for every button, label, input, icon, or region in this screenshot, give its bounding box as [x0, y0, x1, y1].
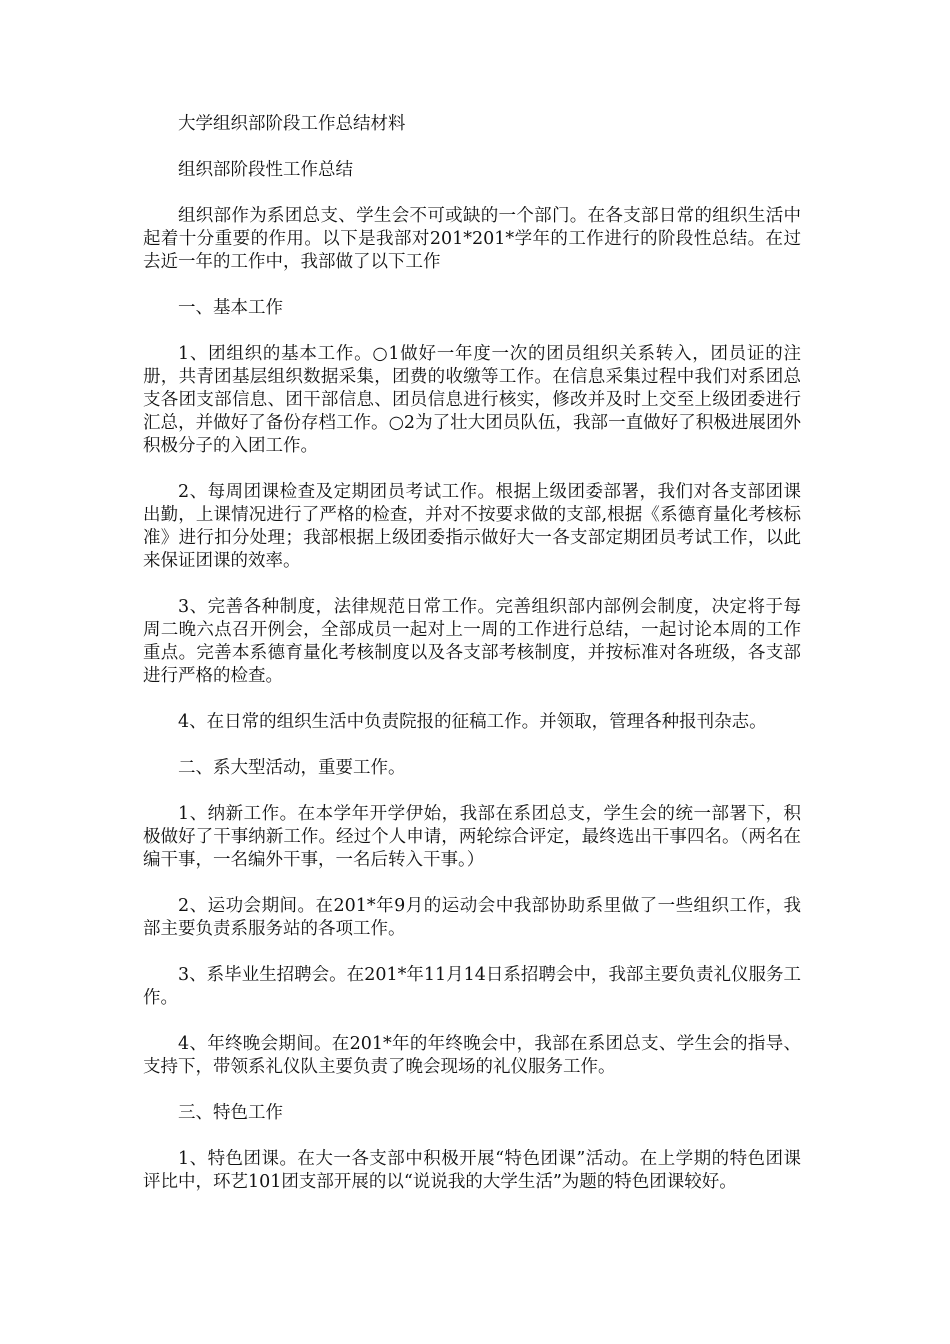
paragraph-activity-2: 2、运功会期间。在201*年9月的运动会中我部协助系里做了一些组织工作，我部主要负责系服务站的各项工作。	[143, 896, 801, 939]
paragraph-basic-2: 2、每周团课检查及定期团员考试工作。根据上级团委部署，我们对各支部团课出勤，上课情况进行了严格的检查，并对不按要求做的支部,根据《系德育量化考核标准》进行扣分处理；我部根据上级团委指示做好大一各支部定期团员考试工作，以此来保证团课的效率。	[143, 482, 801, 571]
paragraph-special-1: 1、特色团课。在大一各支部中积极开展“特色团课”活动。在上学期的特色团课评比中，环艺101团支部开展的以“说说我的大学生活”为题的特色团课较好。	[143, 1149, 801, 1192]
section-heading-major-activities: 二、系大型活动，重要工作。	[178, 758, 406, 778]
paragraph-basic-3: 3、完善各种制度，法律规范日常工作。完善组织部内部例会制度，决定将于每周二晚六点召开例会，全部成员一起对上一周的工作进行总结，一起讨论本周的工作重点。完善本系德育量化考核制度以及各支部考核制度，并按标准对各班级，各支部进行严格的检查。	[143, 597, 801, 686]
document-subtitle: 组织部阶段性工作总结	[178, 160, 353, 180]
document-title: 大学组织部阶段工作总结材料	[178, 114, 406, 134]
paragraph-activity-3: 3、系毕业生招聘会。在201*年11月14日系招聘会中，我部主要负责礼仪服务工作。	[143, 965, 801, 1008]
paragraph-basic-4: 4、在日常的组织生活中负责院报的征稿工作。并领取，管理各种报刊杂志。	[178, 712, 767, 732]
paragraph-activity-4: 4、年终晚会期间。在201*年的年终晚会中，我部在系团总支、学生会的指导、支持下，带领系礼仪队主要负责了晚会现场的礼仪服务工作。	[143, 1034, 801, 1077]
section-heading-special-work: 三、特色工作	[178, 1103, 283, 1123]
paragraph-activity-1: 1、纳新工作。在本学年开学伊始，我部在系团总支，学生会的统一部署下，积极做好了干事纳新工作。经过个人申请，两轮综合评定，最终选出干事四名。（两名在编干事，一名编外干事，一名后转入干事。）	[143, 804, 801, 870]
intro-paragraph: 组织部作为系团总支、学生会不可或缺的一个部门。在各支部日常的组织生活中起着十分重要的作用。以下是我部对201*201*学年的工作进行的阶段性总结。在过去近一年的工作中，我部做了以下工作	[143, 206, 801, 272]
paragraph-basic-1: 1、团组织的基本工作。○1做好一年度一次的团员组织关系转入，团员证的注册，共青团基层组织数据采集，团费的收缴等工作。在信息采集过程中我们对系团总支各团支部信息、团干部信息、团员信息进行核实，修改并及时上交至上级团委进行汇总，并做好了备份存档工作。○2为了壮大团员队伍，我部一直做好了积极进展团外积极分子的入团工作。	[143, 344, 801, 456]
document-body	[143, 113, 801, 1217]
section-heading-basic-work: 一、基本工作	[178, 298, 283, 318]
